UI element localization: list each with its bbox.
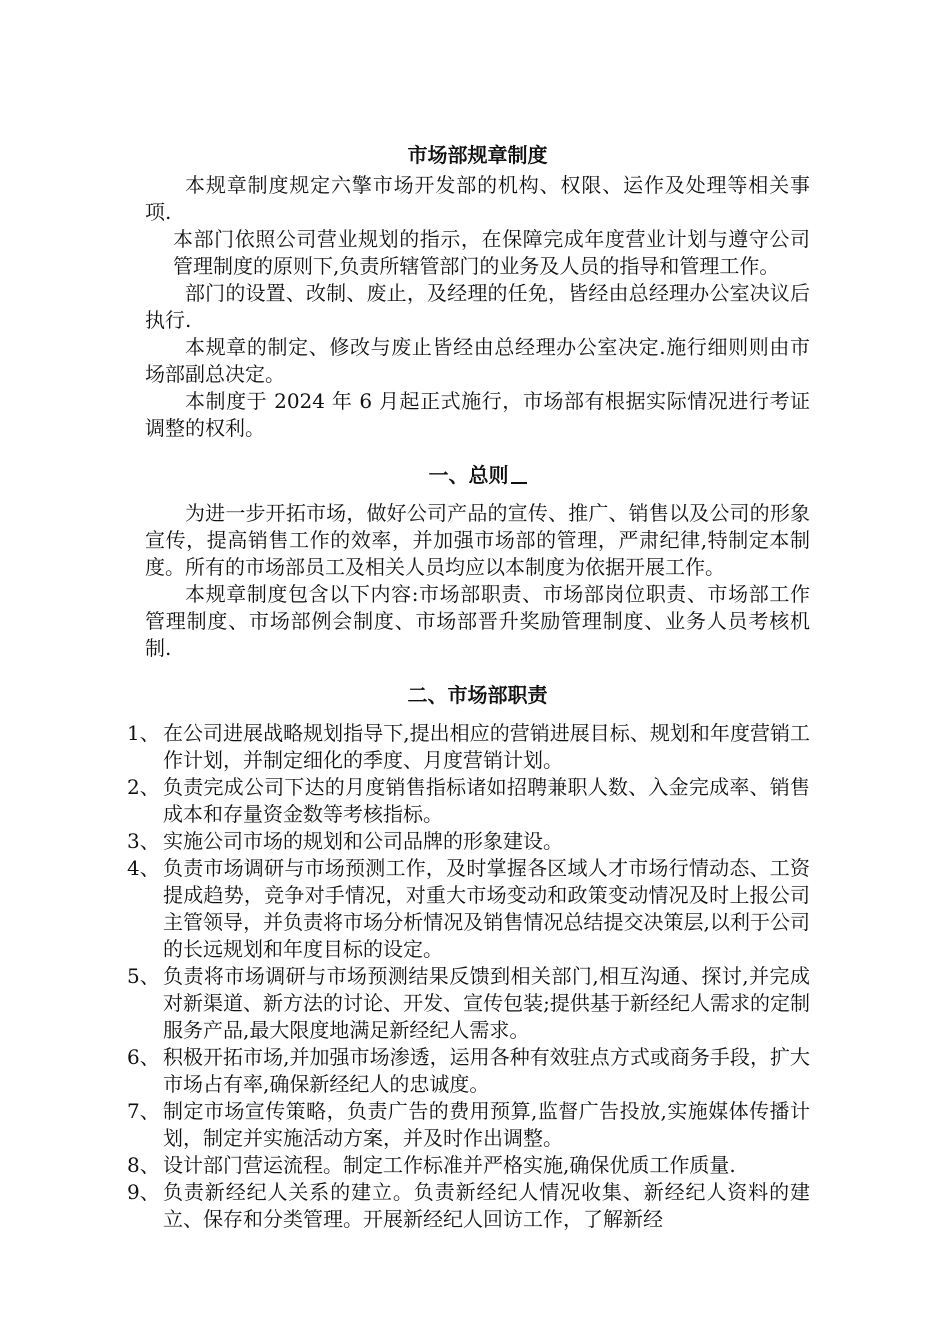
list-item <box>127 1179 810 1233</box>
list-item-text: 负责完成公司下达的月度销售指标诸如招聘兼职人数、入金完成率、销售成本和存量资金数等考核指标。 <box>163 775 810 826</box>
list-item-number: 3、 <box>127 829 160 853</box>
list-item-text: 设计部门营运流程。制定工作标准并严格实施,确保优质工作质量. <box>163 1153 736 1177</box>
general-paragraph-1: 为进一步开拓市场，做好公司产品的宣传、推广、销售以及公司的形象宣传，提高销售工作的效率，并加强市场部的管理，严肃纪律,特制定本制度。所有的市场部员工及相关人员均应以本制度为依据开展工作。 <box>145 501 810 579</box>
list-item <box>127 774 810 828</box>
list-item-number: 9、 <box>127 1180 160 1204</box>
intro-paragraph-2: 本部门依照公司营业规划的指示，在保障完成年度营业计划与遵守公司管理制度的原则下,负责所辖管部门的业务及人员的指导和管理工作。 <box>173 227 810 278</box>
list-item <box>127 1152 810 1179</box>
list-item <box>127 1044 810 1098</box>
document-page <box>127 140 810 1233</box>
list-item-text: 负责市场调研与市场预测工作，及时掌握各区域人才市场行情动态、工资提成趋势，竞争对手情况，对重大市场变动和政策变动情况及时上报公司主管领导，并负责将市场分析情况及销售情况总结提交决策层,以利于公司的长远规划和年度目标的设定。 <box>163 856 810 961</box>
list-item-text: 实施公司市场的规划和公司品牌的形象建设。 <box>163 829 563 853</box>
edit-mark-icon <box>511 470 527 484</box>
document-title: 市场部规章制度 <box>407 143 548 167</box>
list-item <box>127 720 810 774</box>
list-item <box>127 855 810 963</box>
list-item <box>127 1098 810 1152</box>
section-heading-duties: 二、市场部职责 <box>407 683 548 707</box>
list-item-number: 6、 <box>127 1045 160 1069</box>
list-item-number: 8、 <box>127 1153 160 1177</box>
section-heading-general-text: 一、总则 <box>428 463 509 487</box>
list-item-number: 4、 <box>127 856 160 880</box>
duties-list <box>127 720 810 1233</box>
list-item-text: 在公司进展战略规划指导下,提出相应的营销进展目标、规划和年度营销工作计划，并制定细化的季度、月度营销计划。 <box>163 721 810 772</box>
list-item-number: 7、 <box>127 1099 160 1123</box>
intro-paragraph-5: 本制度于 2024 年 6 月起正式施行，市场部有根据实际情况进行考证调整的权利。 <box>145 389 810 440</box>
list-item-text: 负责将市场调研与市场预测结果反馈到相关部门,相互沟通、探讨,并完成对新渠道、新方法的讨论、开发、宣传包装;提供基于新经纪人需求的定制服务产品,最大限度地满足新经纪人需求。 <box>163 964 810 1042</box>
list-item-text: 负责新经纪人关系的建立。负责新经纪人情况收集、新经纪人资料的建立、保存和分类管理。开展新经纪人回访工作，了解新经 <box>163 1180 810 1231</box>
list-item-text: 制定市场宣传策略，负责广告的费用预算,监督广告投放,实施媒体传播计划，制定并实施活动方案，并及时作出调整。 <box>163 1099 810 1150</box>
list-item <box>127 828 810 855</box>
list-item-text: 积极开拓市场,并加强市场渗透，运用各种有效驻点方式或商务手段，扩大市场占有率,确保新经纪人的忠诚度。 <box>163 1045 810 1096</box>
intro-paragraph-4: 本规章的制定、修改与废止皆经由总经理办公室决定.施行细则则由市场部副总决定。 <box>145 335 810 386</box>
list-item-number: 2、 <box>127 775 160 799</box>
intro-paragraph-3: 部门的设置、改制、废止，及经理的任免，皆经由总经理办公室决议后执行. <box>145 281 810 332</box>
list-item-number: 1、 <box>127 721 160 745</box>
list-item-number: 5、 <box>127 964 160 988</box>
intro-paragraph-1: 本规章制度规定六擎市场开发部的机构、权限、运作及处理等相关事项. <box>145 173 810 224</box>
list-item <box>127 963 810 1044</box>
section-heading-general <box>145 460 810 490</box>
general-paragraph-2: 本规章制度包含以下内容:市场部职责、市场部岗位职责、市场部工作管理制度、市场部例会制度、市场部晋升奖励管理制度、业务人员考核机制. <box>145 582 810 660</box>
